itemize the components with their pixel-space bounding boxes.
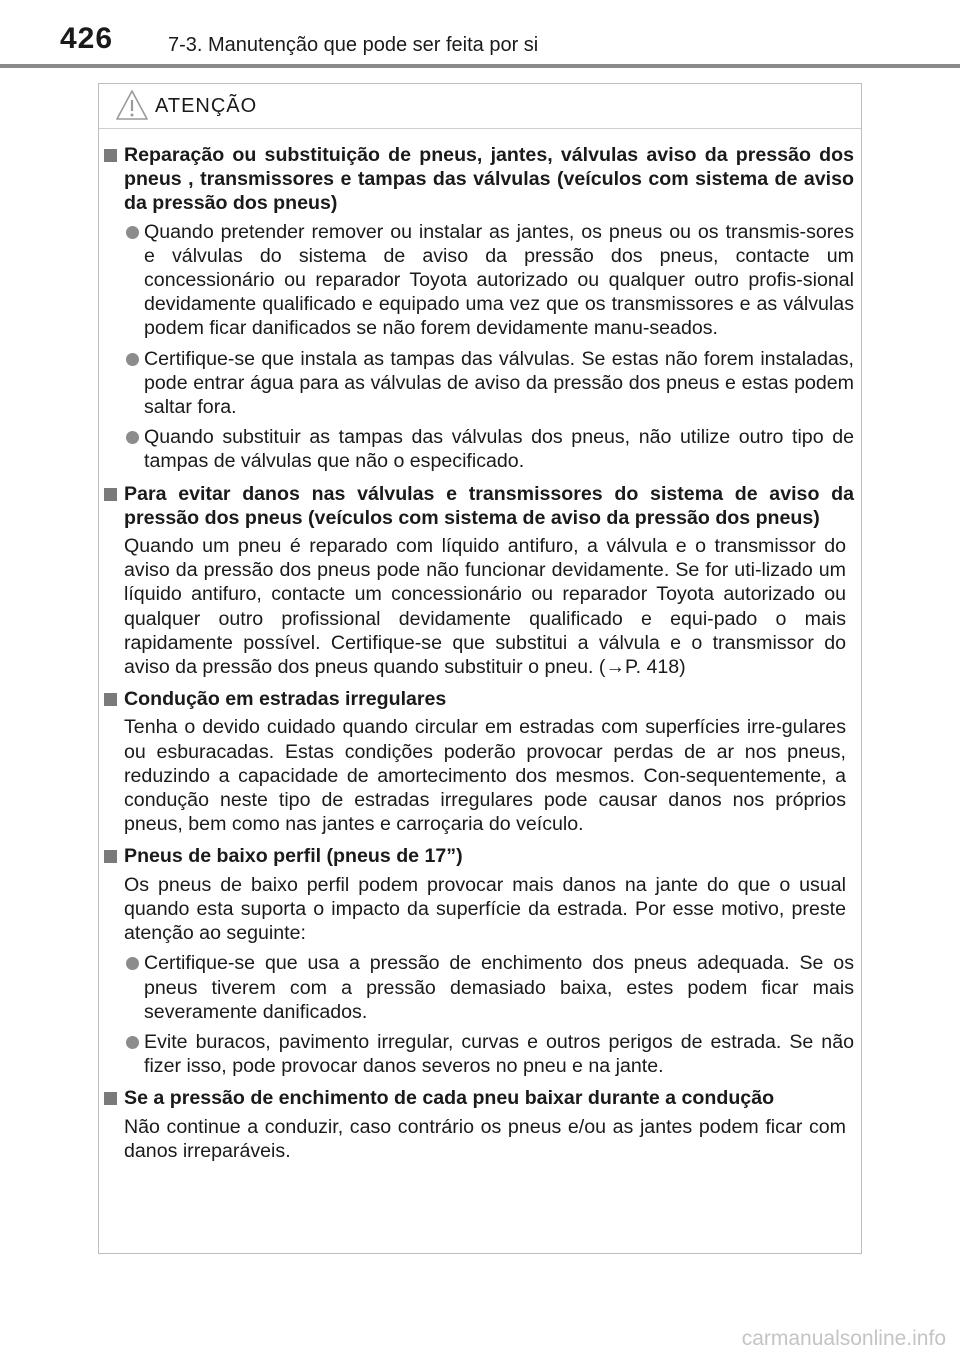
warning-section [104,687,854,836]
square-bullet-icon [104,488,117,501]
section-paragraph: Quando um pneu é reparado com líquido antifuro, a válvula e o transmissor do aviso da pressão dos pneus pode não funcionar devidamente. Se for uti-lizado um líquido antifuro, contacte um concessionário ou reparador Toyota autorizado ou qualquer outro profissional devidamente qualificado e equi-pado o mais rapidamente possível. Certifique-se que substitui a válvula e o transmissor do aviso da pressão dos pneus quando substituir o pneu. (→P. 418) [124,535,846,679]
warning-header-divider [99,128,861,129]
circle-bullet-icon [126,957,139,970]
section-heading: Condução em estradas irregulares [124,687,854,711]
section-paragraph: Tenha o devido cuidado quando circular em estradas com superfícies irre-gulares ou esburacadas. Estas condições poderão provocar perdas de ar nos pneus, reduzindo a capacidade de amortecimento dos mesmos. Con-sequentemente, a condução neste tipo de estradas irregulares pode causar danos nos próprios pneus, bem como nas jantes e carroçaria do veículo. [124,716,846,836]
circle-bullet-icon [126,1036,139,1049]
page-header [0,0,960,70]
square-bullet-icon [104,693,117,706]
warning-section [104,844,854,1078]
square-bullet-icon [104,1092,117,1105]
list-item: Certifique-se que usa a pressão de enchimento dos pneus adequada. Se os pneus tiverem com a pressão demasiado baixa, estes podem ficar mais severamente danificados. [124,951,854,1024]
circle-bullet-icon [126,431,139,444]
warning-section [104,143,854,474]
list-item: Certifique-se que instala as tampas das válvulas. Se estas não forem instaladas, pode entrar água para as válvulas de aviso da pressão dos pneus e estas podem saltar fora. [124,347,854,420]
square-bullet-icon [104,850,117,863]
warning-header [99,84,861,128]
section-paragraph: Os pneus de baixo perfil podem provocar mais danos na jante do que o usual quando esta suporta o impacto da superfície da estrada. Por esse motivo, preste atenção ao seguinte: [124,873,846,945]
warning-triangle-icon [115,89,149,121]
section-paragraph: Não continue a conduzir, caso contrário os pneus e/ou as jantes podem ficar com danos irreparáveis. [124,1115,846,1162]
section-heading: Pneus de baixo perfil (pneus de 17”) [124,844,854,868]
section-title: 7-3. Manutenção que pode ser feita por si [168,34,539,56]
circle-bullet-icon [126,353,139,366]
warning-section [104,1086,854,1163]
list-item: Evite buracos, pavimento irregular, curvas e outros perigos de estrada. Se não fizer isso, pode provocar danos severos no pneu e na jante. [124,1030,854,1078]
header-divider [0,64,960,68]
warning-content [104,143,854,1171]
section-heading: Para evitar danos nas válvulas e transmissores do sistema de aviso da pressão dos pneus (veículos com sistema de aviso da pressão dos pneus) [124,482,854,530]
warning-label: ATENÇÃO [155,95,258,117]
warning-section [104,482,854,680]
watermark: carmanualsonline.info [741,1327,946,1350]
section-heading: Se a pressão de enchimento de cada pneu baixar durante a condução [124,1086,854,1110]
list-item: Quando pretender remover ou instalar as jantes, os pneus ou os transmis-sores e válvulas do sistema de aviso da pressão dos pneus, contacte um concessionário ou reparador Toyota autorizado ou qualquer outro profis-sional devidamente qualificado e equipado uma vez que os transmissores e as válvulas podem ficar danificados se não forem devidamente manu-seados. [124,220,854,341]
square-bullet-icon [104,149,117,162]
section-heading: Reparação ou substituição de pneus, jantes, válvulas aviso da pressão dos pneus , transmissores e tampas das válvulas (veículos com sistema de aviso da pressão dos pneus) [124,143,854,216]
page-number: 426 [60,22,114,55]
list-item: Quando substituir as tampas das válvulas dos pneus, não utilize outro tipo de tampas de válvulas que não o especificado. [124,425,854,473]
circle-bullet-icon [126,226,139,239]
